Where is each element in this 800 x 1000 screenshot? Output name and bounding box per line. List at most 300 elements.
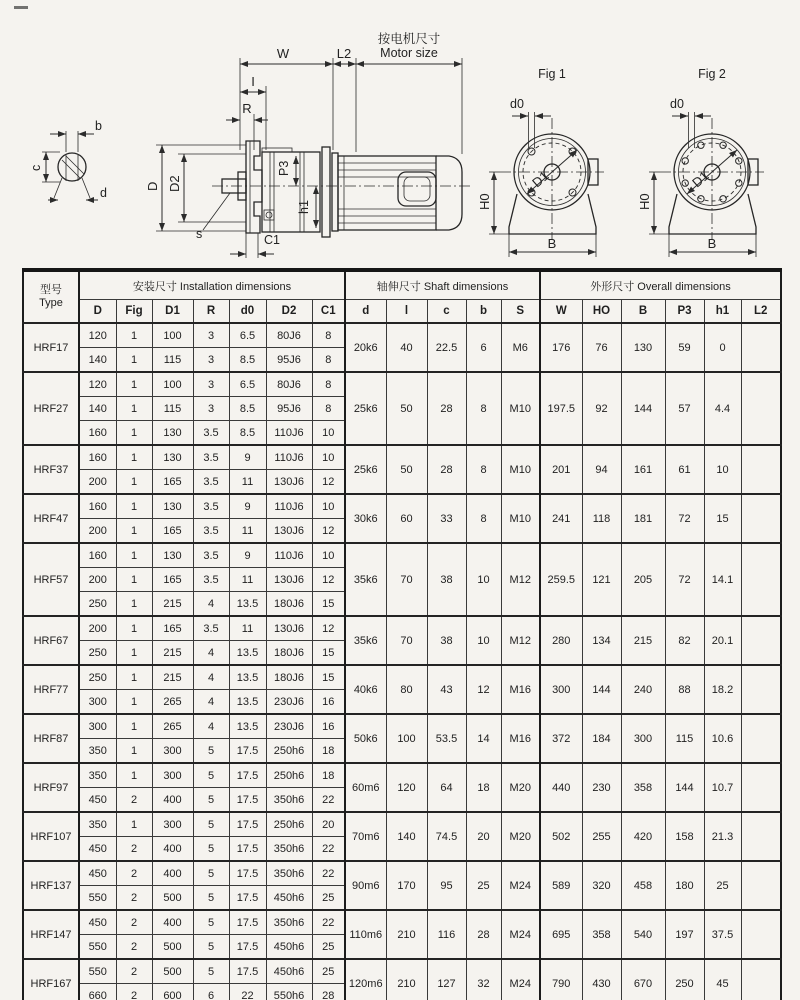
type-cell: HRF77 (23, 665, 79, 714)
install-cell: 95J6 (266, 397, 312, 421)
shaft-cell: 100 (386, 714, 427, 763)
shaft-cell: 210 (386, 959, 427, 1000)
dim-label-D1: D1 (689, 168, 712, 191)
shaft-cell: 90m6 (345, 861, 386, 910)
overall-cell: 205 (621, 543, 665, 616)
overall-cell: 10 (704, 445, 741, 494)
install-cell: 17.5 (229, 861, 266, 886)
install-cell: 130J6 (266, 470, 312, 495)
install-cell: 3.5 (193, 519, 229, 544)
install-cell: 1 (116, 568, 152, 592)
install-cell: 550 (79, 935, 116, 960)
shaft-cell: 6 (466, 323, 501, 372)
fig2-front-view (637, 67, 764, 257)
dim-label-l2: L2 (336, 46, 352, 61)
overall-cell (741, 494, 781, 543)
install-cell: 550 (79, 959, 116, 984)
dim-label-w: W (276, 46, 290, 61)
table-row (23, 910, 781, 935)
shaft-cell: M20 (501, 763, 540, 812)
overall-cell (741, 763, 781, 812)
overall-cell: 61 (665, 445, 704, 494)
fig2-title: Fig 2 (698, 67, 726, 81)
install-cell: 16 (312, 714, 345, 739)
install-cell: 165 (152, 616, 193, 641)
shaft-cell: 25 (466, 861, 501, 910)
install-cell: 13.5 (229, 714, 266, 739)
shaft-cell: 50k6 (345, 714, 386, 763)
overall-cell: 115 (665, 714, 704, 763)
install-cell: 3.5 (193, 568, 229, 592)
group-header-shaft: 轴伸尺寸 Shaft dimensions (345, 270, 540, 300)
column-header-p3: P3 (665, 300, 704, 324)
overall-cell: 255 (582, 812, 621, 861)
install-cell: 1 (116, 445, 152, 470)
shaft-cell: 64 (427, 763, 466, 812)
install-cell: 17.5 (229, 910, 266, 935)
column-header-b: B (621, 300, 665, 324)
overall-cell: 14.1 (704, 543, 741, 616)
overall-cell (741, 665, 781, 714)
overall-cell: 300 (621, 714, 665, 763)
install-cell: 4 (193, 714, 229, 739)
shaft-cell: M10 (501, 445, 540, 494)
install-cell: 1 (116, 543, 152, 568)
table-row (23, 959, 781, 984)
overall-cell: 420 (621, 812, 665, 861)
table-row (23, 812, 781, 837)
install-cell: 250h6 (266, 763, 312, 788)
shaft-cell: 70 (386, 616, 427, 665)
shaft-cell: 22.5 (427, 323, 466, 372)
shaft-cell: 40k6 (345, 665, 386, 714)
install-cell: 8.5 (229, 348, 266, 373)
install-cell: 1 (116, 519, 152, 544)
overall-cell: 197.5 (540, 372, 582, 445)
overall-cell: 300 (540, 665, 582, 714)
overall-cell: 57 (665, 372, 704, 445)
overall-cell (741, 543, 781, 616)
group-header-installation: 安装尺寸 Installation dimensions (79, 270, 345, 300)
overall-cell: 94 (582, 445, 621, 494)
overall-cell: 130 (621, 323, 665, 372)
type-cell: HRF47 (23, 494, 79, 543)
shaft-cell: 35k6 (345, 543, 386, 616)
column-header-fig: Fig (116, 300, 152, 324)
install-cell: 18 (312, 739, 345, 764)
shaft-cell: 28 (427, 372, 466, 445)
install-cell: 3 (193, 397, 229, 421)
install-cell: 165 (152, 470, 193, 495)
shaft-cell: M12 (501, 616, 540, 665)
install-cell: 17.5 (229, 788, 266, 813)
install-cell: 450h6 (266, 935, 312, 960)
dim-label-d: d (100, 186, 107, 200)
overall-cell: 4.4 (704, 372, 741, 445)
install-cell: 5 (193, 739, 229, 764)
install-cell: 17.5 (229, 837, 266, 862)
install-cell: 6 (193, 984, 229, 1000)
install-cell: 25 (312, 886, 345, 911)
overall-cell (741, 910, 781, 959)
dim-label-d0: d0 (670, 97, 684, 111)
overall-cell: 372 (540, 714, 582, 763)
install-cell: 1 (116, 470, 152, 495)
install-cell: 200 (79, 519, 116, 544)
overall-cell: 320 (582, 861, 621, 910)
install-cell: 15 (312, 665, 345, 690)
install-cell: 3 (193, 372, 229, 397)
install-cell: 2 (116, 959, 152, 984)
install-cell: 12 (312, 519, 345, 544)
install-cell: 1 (116, 739, 152, 764)
dim-label-b: b (95, 119, 102, 133)
shaft-cell: M20 (501, 812, 540, 861)
install-cell: 1 (116, 616, 152, 641)
install-cell: 215 (152, 592, 193, 617)
dim-label-p3: P3 (277, 160, 291, 176)
install-cell: 130 (152, 421, 193, 446)
install-cell: 1 (116, 421, 152, 446)
overall-cell: 18.2 (704, 665, 741, 714)
dim-label-c1: C1 (264, 233, 280, 247)
overall-cell (741, 861, 781, 910)
install-cell: 450 (79, 788, 116, 813)
install-cell: 15 (312, 592, 345, 617)
install-cell: 3.5 (193, 445, 229, 470)
overall-cell: 144 (665, 763, 704, 812)
install-cell: 13.5 (229, 641, 266, 666)
install-cell: 450 (79, 910, 116, 935)
type-cell: HRF167 (23, 959, 79, 1000)
install-cell: 1 (116, 397, 152, 421)
install-cell: 180J6 (266, 641, 312, 666)
shaft-cell: 8 (466, 494, 501, 543)
install-cell: 5 (193, 788, 229, 813)
install-cell: 22 (312, 910, 345, 935)
shaft-cell: 110m6 (345, 910, 386, 959)
overall-cell: 82 (665, 616, 704, 665)
type-header-en: Type (39, 297, 63, 309)
shaft-cell: 53.5 (427, 714, 466, 763)
install-cell: 200 (79, 470, 116, 495)
install-cell: 28 (312, 984, 345, 1000)
install-cell: 80J6 (266, 372, 312, 397)
install-cell: 115 (152, 348, 193, 373)
dim-label-B: B (707, 236, 717, 251)
install-cell: 180J6 (266, 592, 312, 617)
install-cell: 13.5 (229, 665, 266, 690)
table-row (23, 616, 781, 641)
column-header-h1: h1 (704, 300, 741, 324)
install-cell: 3.5 (193, 543, 229, 568)
install-cell: 350h6 (266, 837, 312, 862)
table-row (23, 665, 781, 690)
dim-label-D2: D2 (167, 175, 182, 192)
table-body (23, 323, 781, 1000)
dim-label-r: R (242, 101, 252, 116)
install-cell: 400 (152, 788, 193, 813)
shaft-cell: 60m6 (345, 763, 386, 812)
install-cell: 160 (79, 445, 116, 470)
install-cell: 160 (79, 494, 116, 519)
install-cell: 11 (229, 616, 266, 641)
install-cell: 300 (79, 690, 116, 715)
install-cell: 500 (152, 959, 193, 984)
overall-cell: 250 (665, 959, 704, 1000)
overall-cell: 92 (582, 372, 621, 445)
install-cell: 4 (193, 665, 229, 690)
column-header-c: c (427, 300, 466, 324)
install-cell: 3 (193, 348, 229, 373)
install-cell: 265 (152, 690, 193, 715)
shaft-cell: 43 (427, 665, 466, 714)
install-cell: 10 (312, 445, 345, 470)
overall-cell: 59 (665, 323, 704, 372)
shaft-cell: 30k6 (345, 494, 386, 543)
dim-label-D1: D1 (529, 168, 552, 191)
install-cell: 500 (152, 935, 193, 960)
technical-drawing (0, 0, 800, 266)
install-cell: 350 (79, 763, 116, 788)
column-header-d2: D2 (266, 300, 312, 324)
column-header-w: W (540, 300, 582, 324)
overall-cell (741, 812, 781, 861)
install-cell: 450 (79, 837, 116, 862)
dim-label-D: D (145, 181, 160, 191)
install-cell: 3.5 (193, 616, 229, 641)
install-cell: 165 (152, 568, 193, 592)
type-cell: HRF17 (23, 323, 79, 372)
overall-cell: 0 (704, 323, 741, 372)
overall-cell: 158 (665, 812, 704, 861)
overall-cell (741, 616, 781, 665)
install-cell: 1 (116, 812, 152, 837)
shaft-cell: 60 (386, 494, 427, 543)
column-header-l: l (386, 300, 427, 324)
shaft-cell: M24 (501, 910, 540, 959)
overall-cell: 201 (540, 445, 582, 494)
install-cell: 400 (152, 837, 193, 862)
overall-cell: 458 (621, 861, 665, 910)
overall-cell: 161 (621, 445, 665, 494)
install-cell: 1 (116, 494, 152, 519)
overall-cell: 25 (704, 861, 741, 910)
overall-cell: 88 (665, 665, 704, 714)
install-cell: 8.5 (229, 421, 266, 446)
overall-cell: 180 (665, 861, 704, 910)
install-cell: 250 (79, 641, 116, 666)
install-cell: 350h6 (266, 788, 312, 813)
install-cell: 2 (116, 935, 152, 960)
scan-artifact (14, 6, 28, 9)
shaft-cell: 18 (466, 763, 501, 812)
install-cell: 5 (193, 861, 229, 886)
dim-label-H0: H0 (477, 193, 492, 210)
install-cell: 16 (312, 690, 345, 715)
install-cell: 5 (193, 886, 229, 911)
overall-cell: 430 (582, 959, 621, 1000)
install-cell: 17.5 (229, 763, 266, 788)
install-cell: 2 (116, 861, 152, 886)
install-cell: 11 (229, 568, 266, 592)
type-cell: HRF57 (23, 543, 79, 616)
shaft-cell: 35k6 (345, 616, 386, 665)
table-row (23, 714, 781, 739)
column-header-s: S (501, 300, 540, 324)
install-cell: 80J6 (266, 323, 312, 348)
install-cell: 350h6 (266, 861, 312, 886)
fig1-title: Fig 1 (538, 67, 566, 81)
column-header-c1: C1 (312, 300, 345, 324)
install-cell: 11 (229, 519, 266, 544)
overall-cell: 181 (621, 494, 665, 543)
overall-cell (741, 445, 781, 494)
install-cell: 5 (193, 959, 229, 984)
overall-cell: 144 (582, 665, 621, 714)
install-cell: 130 (152, 543, 193, 568)
overall-cell: 440 (540, 763, 582, 812)
shaft-cell: 33 (427, 494, 466, 543)
install-cell: 100 (152, 372, 193, 397)
shaft-cell: 116 (427, 910, 466, 959)
install-cell: 9 (229, 494, 266, 519)
shaft-cell: M10 (501, 372, 540, 445)
overall-cell: 230 (582, 763, 621, 812)
install-cell: 8 (312, 397, 345, 421)
install-cell: 450h6 (266, 959, 312, 984)
install-cell: 2 (116, 910, 152, 935)
overall-cell: 215 (621, 616, 665, 665)
overall-cell: 259.5 (540, 543, 582, 616)
type-cell: HRF137 (23, 861, 79, 910)
shaft-section-drawing (29, 119, 107, 200)
install-cell: 9 (229, 543, 266, 568)
column-header-l2: L2 (741, 300, 781, 324)
overall-cell: 280 (540, 616, 582, 665)
type-cell: HRF67 (23, 616, 79, 665)
type-cell: HRF147 (23, 910, 79, 959)
overall-cell: 240 (621, 665, 665, 714)
overall-cell (741, 372, 781, 445)
overall-cell: 540 (621, 910, 665, 959)
install-cell: 110J6 (266, 494, 312, 519)
install-cell: 6.5 (229, 372, 266, 397)
install-cell: 130J6 (266, 519, 312, 544)
overall-cell (741, 959, 781, 1000)
install-cell: 12 (312, 470, 345, 495)
install-cell: 250h6 (266, 812, 312, 837)
install-cell: 20 (312, 812, 345, 837)
install-cell: 4 (193, 641, 229, 666)
fig1-front-view (477, 67, 604, 257)
install-cell: 130 (152, 494, 193, 519)
overall-cell: 118 (582, 494, 621, 543)
install-cell: 4 (193, 690, 229, 715)
install-cell: 2 (116, 886, 152, 911)
install-cell: 5 (193, 812, 229, 837)
install-cell: 230J6 (266, 714, 312, 739)
type-header (23, 270, 79, 323)
shaft-cell: M24 (501, 959, 540, 1000)
shaft-cell: 10 (466, 616, 501, 665)
overall-cell: 72 (665, 543, 704, 616)
type-cell: HRF37 (23, 445, 79, 494)
install-cell: 13.5 (229, 690, 266, 715)
install-cell: 3.5 (193, 421, 229, 446)
table-row (23, 763, 781, 788)
install-cell: 110J6 (266, 421, 312, 446)
install-cell: 17.5 (229, 935, 266, 960)
shaft-cell: 50 (386, 445, 427, 494)
table-row (23, 445, 781, 470)
install-cell: 230J6 (266, 690, 312, 715)
shaft-cell: M16 (501, 665, 540, 714)
install-cell: 1 (116, 690, 152, 715)
shaft-cell: 10 (466, 543, 501, 616)
install-cell: 140 (79, 397, 116, 421)
overall-cell: 197 (665, 910, 704, 959)
column-header-row (23, 300, 781, 324)
shaft-cell: 20k6 (345, 323, 386, 372)
column-header-d: D (79, 300, 116, 324)
install-cell: 250 (79, 592, 116, 617)
install-cell: 3 (193, 323, 229, 348)
install-cell: 10 (312, 421, 345, 446)
overall-cell: 358 (582, 910, 621, 959)
install-cell: 6.5 (229, 323, 266, 348)
install-cell: 4 (193, 592, 229, 617)
install-cell: 265 (152, 714, 193, 739)
install-cell: 550 (79, 886, 116, 911)
type-cell: HRF27 (23, 372, 79, 445)
overall-cell: 37.5 (704, 910, 741, 959)
install-cell: 10 (312, 543, 345, 568)
shaft-cell: 127 (427, 959, 466, 1000)
install-cell: 400 (152, 861, 193, 886)
overall-cell: 241 (540, 494, 582, 543)
install-cell: 2 (116, 788, 152, 813)
dimensions-table (22, 268, 782, 1000)
install-cell: 5 (193, 763, 229, 788)
shaft-cell: 28 (466, 910, 501, 959)
install-cell: 450h6 (266, 886, 312, 911)
shaft-cell: M6 (501, 323, 540, 372)
shaft-cell: M10 (501, 494, 540, 543)
install-cell: 25 (312, 935, 345, 960)
dim-label-B: B (547, 236, 557, 251)
install-cell: 1 (116, 763, 152, 788)
install-cell: 660 (79, 984, 116, 1000)
install-cell: 3.5 (193, 494, 229, 519)
install-cell: 1 (116, 641, 152, 666)
dim-label-d0: d0 (510, 97, 524, 111)
table-row (23, 323, 781, 348)
overall-cell: 589 (540, 861, 582, 910)
install-cell: 12 (312, 568, 345, 592)
overall-cell: 176 (540, 323, 582, 372)
type-cell: HRF107 (23, 812, 79, 861)
install-cell: 1 (116, 348, 152, 373)
shaft-cell: 25k6 (345, 445, 386, 494)
overall-cell: 45 (704, 959, 741, 1000)
column-header-d1: D1 (152, 300, 193, 324)
dim-label-h1: h1 (297, 200, 311, 214)
install-cell: 350 (79, 812, 116, 837)
install-cell: 1 (116, 714, 152, 739)
overall-cell: 10.6 (704, 714, 741, 763)
overall-cell: 184 (582, 714, 621, 763)
